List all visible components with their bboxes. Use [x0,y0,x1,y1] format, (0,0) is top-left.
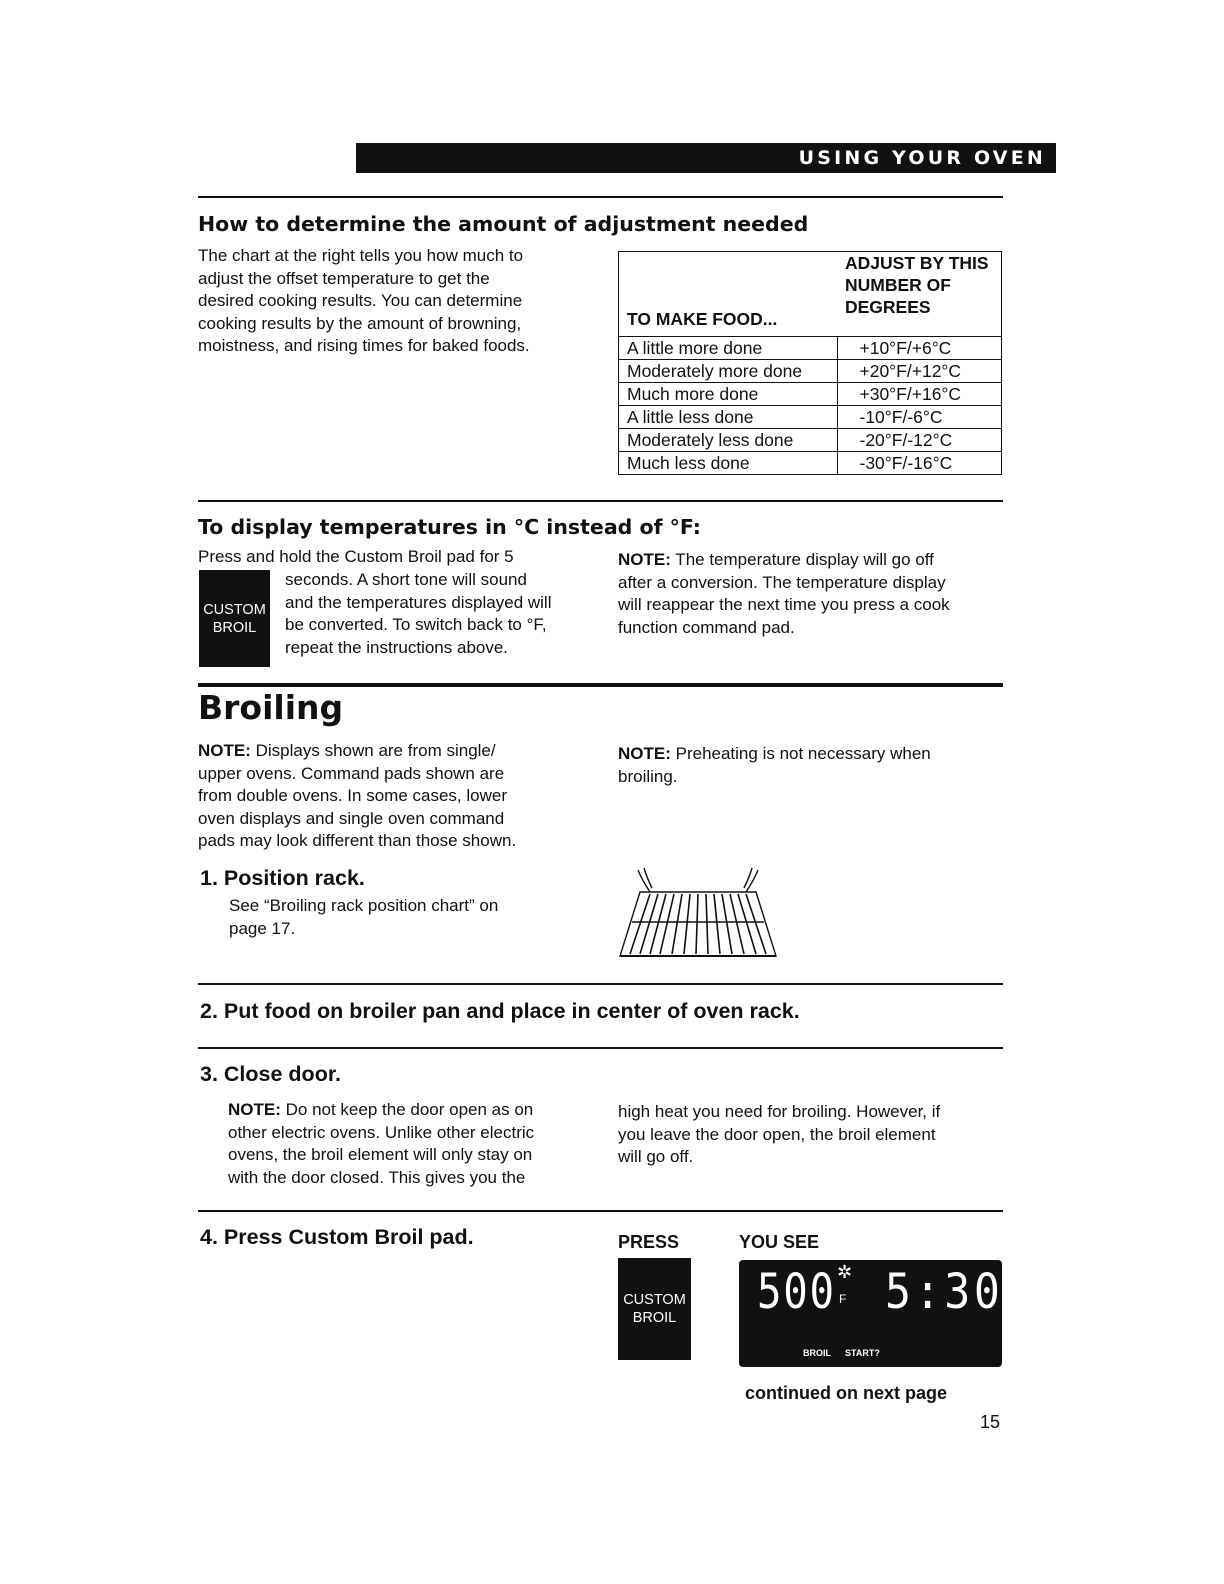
celsius-heading: To display temperatures in °C instead of °F: [198,515,701,539]
heat-icon: ✲ [837,1262,853,1282]
step-1-title: 1. Position rack. [200,866,365,890]
display-time: 5:30 [885,1264,1004,1320]
divider [198,196,1003,198]
page-number: 15 [980,1412,1001,1432]
celsius-instructions: seconds. A short tone will sound and the temperatures displayed will be converted. To switch back to °F, repeat the instructions above. [285,570,552,657]
adjustment-heading: How to determine the amount of adjustment needed [198,212,809,236]
table-header-row [619,252,1002,337]
continued-note: continued on next page [745,1383,948,1403]
step-4-title: 4. Press Custom Broil pad. [200,1225,474,1249]
press-label: PRESS [618,1232,680,1252]
col-header-adjust: ADJUST BY THIS NUMBER OF DEGREES [837,252,1002,337]
step-3-note-left: NOTE: Do not keep the door open as on other electric ovens. Unlike other electric ovens, the broil element will only stay on with the door closed. This gives you the [228,1100,535,1187]
table-row: Much more done +30°F/+16°C [619,383,1002,406]
divider [198,1047,1003,1049]
display-unit: F [839,1292,847,1306]
custom-broil-pad: CUSTOM BROIL [618,1258,691,1360]
step-3-title: 3. Close door. [200,1062,341,1086]
table-row: A little more done +10°F/+6°C [619,337,1002,360]
divider [198,983,1003,985]
divider [198,500,1003,502]
adjustment-table [618,251,1002,475]
step-2-title: 2. Put food on broiler pan and place in center of oven rack. [200,999,800,1023]
table-row: Moderately more done +20°F/+12°C [619,360,1002,383]
col-header-food: TO MAKE FOOD... [619,252,838,337]
oven-display [739,1260,1002,1367]
adjustment-intro: The chart at the right tells you how much to adjust the offset temperature to get the desired cooking results. You can determine cooking results by the amount of browning, moistness, and rising times for baked foods. [198,246,530,355]
thick-divider [198,683,1003,687]
section-header: USING YOUR OVEN [356,143,1056,173]
broiling-note-right: NOTE: Preheating is not necessary when broiling. [618,744,931,786]
divider [198,1210,1003,1212]
step-1-text: See “Broiling rack position chart” on page 17. [229,896,499,938]
display-temperature: 500 [757,1264,836,1320]
page-title: Broiling [198,688,344,727]
step-3-note-right: high heat you need for broiling. However, if you leave the door open, the broil element will go off. [618,1102,941,1166]
display-prompt: START? [845,1348,880,1358]
display-mode: BROIL [803,1348,831,1358]
celsius-note: NOTE: The temperature display will go off after a conversion. The temperature display will reappear the next time you press a cook function command pad. [618,550,950,637]
table-row: A little less done -10°F/-6°C [619,406,1002,429]
table-row: Much less done -30°F/-16°C [619,452,1002,475]
broiling-note-left: NOTE: Displays shown are from single/ upper ovens. Command pads shown are from double ovens. In some cases, lower oven displays and single oven command pads may look different than those shown. [198,741,517,850]
oven-rack-illustration [618,862,778,960]
table-row: Moderately less done -20°F/-12°C [619,429,1002,452]
custom-broil-pad: CUSTOM BROIL [199,570,270,667]
you-see-label: YOU SEE [739,1232,820,1252]
celsius-first-line: Press and hold the Custom Broil pad for 5 [198,547,514,566]
